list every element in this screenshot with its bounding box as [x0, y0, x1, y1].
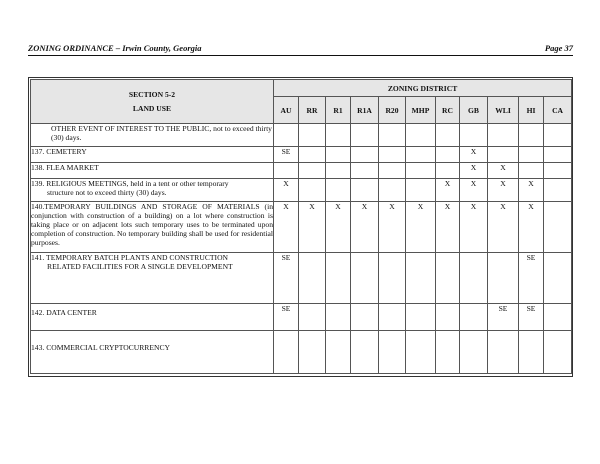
cell-rr [299, 253, 326, 304]
cell-mhp [406, 331, 436, 374]
cell-mhp [406, 179, 436, 202]
cell-rr [299, 304, 326, 331]
use-description: OTHER EVENT OF INTEREST TO THE PUBLIC, not to exceed thirty (30) days. [31, 124, 274, 147]
page-number: Page 37 [544, 43, 573, 53]
cell-gb [460, 124, 488, 147]
zoning-district-header: ZONING DISTRICT [274, 80, 572, 97]
cell-au [274, 331, 299, 374]
cell-r1a [351, 179, 379, 202]
cell-mhp [406, 147, 436, 163]
use-description [31, 179, 274, 202]
cell-hi: SE [519, 253, 544, 304]
cell-gb [460, 253, 488, 304]
column-header-au: AU [274, 97, 299, 124]
cell-hi [519, 163, 544, 179]
cell-wli [488, 331, 519, 374]
cell-wli [488, 147, 519, 163]
cell-hi: X [519, 202, 544, 253]
cell-rc [436, 147, 460, 163]
use-description: 142. DATA CENTER [31, 304, 274, 331]
use-description: 137. CEMETERY [31, 147, 274, 163]
column-header-mhp: MHP [406, 97, 436, 124]
cell-r20 [379, 304, 406, 331]
cell-ca [544, 179, 572, 202]
cell-r1 [326, 163, 351, 179]
cell-r20 [379, 253, 406, 304]
cell-r1 [326, 304, 351, 331]
column-header-rc: RC [436, 97, 460, 124]
cell-r1a [351, 124, 379, 147]
cell-rr [299, 163, 326, 179]
cell-au: SE [274, 253, 299, 304]
page-header [28, 41, 573, 55]
cell-rc: X [436, 179, 460, 202]
cell-rc [436, 331, 460, 374]
cell-r20 [379, 147, 406, 163]
cell-r20 [379, 179, 406, 202]
cell-wli [488, 253, 519, 304]
section-number: SECTION 5-2 [128, 89, 176, 99]
cell-rc [436, 124, 460, 147]
use-description: 143. COMMERCIAL CRYPTOCURRENCY [31, 331, 274, 374]
cell-rr: X [299, 202, 326, 253]
cell-gb: X [460, 202, 488, 253]
use-description-line2: structure not to exceed thirty (30) days. [47, 188, 167, 197]
cell-hi [519, 147, 544, 163]
section-name: LAND USE [132, 103, 172, 113]
cell-wli: X [488, 163, 519, 179]
cell-au [274, 124, 299, 147]
table-row [31, 202, 572, 253]
cell-wli: X [488, 179, 519, 202]
cell-r1 [326, 179, 351, 202]
cell-r1 [326, 147, 351, 163]
cell-wli [488, 124, 519, 147]
cell-ca [544, 304, 572, 331]
cell-ca [544, 163, 572, 179]
use-description [31, 253, 274, 304]
cell-r20 [379, 124, 406, 147]
cell-r1a: X [351, 202, 379, 253]
cell-r20 [379, 331, 406, 374]
column-header-r20: R20 [379, 97, 406, 124]
cell-ca [544, 253, 572, 304]
column-header-r1: R1 [326, 97, 351, 124]
cell-r20: X [379, 202, 406, 253]
cell-mhp [406, 124, 436, 147]
cell-hi: SE [519, 304, 544, 331]
column-header-wli: WLI [488, 97, 519, 124]
cell-rr [299, 179, 326, 202]
cell-rc [436, 253, 460, 304]
cell-ca [544, 331, 572, 374]
cell-r1a [351, 147, 379, 163]
cell-au: X [274, 202, 299, 253]
cell-r1a [351, 304, 379, 331]
cell-gb: X [460, 147, 488, 163]
cell-r1a [351, 163, 379, 179]
cell-hi [519, 124, 544, 147]
table-row [31, 124, 572, 147]
cell-au [274, 163, 299, 179]
land-use-table [30, 79, 572, 374]
cell-au: SE [274, 147, 299, 163]
table-row [31, 253, 572, 304]
cell-r1 [326, 331, 351, 374]
cell-r1 [326, 124, 351, 147]
table-row [31, 147, 572, 163]
cell-gb: X [460, 179, 488, 202]
cell-gb [460, 331, 488, 374]
cell-au: SE [274, 304, 299, 331]
column-header-rr: RR [299, 97, 326, 124]
cell-ca [544, 202, 572, 253]
cell-rr [299, 147, 326, 163]
cell-mhp: X [406, 202, 436, 253]
cell-ca [544, 147, 572, 163]
use-description-line1: 141. TEMPORARY BATCH PLANTS AND CONSTRUCTION [31, 253, 229, 262]
use-description-line2: RELATED FACILITIES FOR A SINGLE DEVELOPMENT [47, 262, 233, 271]
cell-au: X [274, 179, 299, 202]
cell-r1a [351, 253, 379, 304]
column-header-hi: HI [519, 97, 544, 124]
cell-r1: X [326, 202, 351, 253]
cell-r1 [326, 253, 351, 304]
cell-hi [519, 331, 544, 374]
table-row [31, 179, 572, 202]
cell-rr [299, 331, 326, 374]
table-row [31, 331, 572, 374]
use-description: 140.TEMPORARY BUILDINGS AND STORAGE OF MATERIALS (in conjunction with construction of a building) on a lot where construction is taking place or on adjacent lots such temporary uses to be terminated upon completion of construction. No temporary building shall be used for residential purposes. [31, 202, 274, 253]
cell-wli: X [488, 202, 519, 253]
cell-rr [299, 124, 326, 147]
header-rule [28, 55, 573, 56]
cell-mhp [406, 304, 436, 331]
cell-wli: SE [488, 304, 519, 331]
table-row [31, 304, 572, 331]
cell-rc [436, 163, 460, 179]
column-header-r1a: R1A [351, 97, 379, 124]
column-header-gb: GB [460, 97, 488, 124]
cell-rc [436, 304, 460, 331]
cell-mhp [406, 163, 436, 179]
table-row [31, 163, 572, 179]
cell-gb: X [460, 163, 488, 179]
cell-r1a [351, 331, 379, 374]
column-header-ca: CA [544, 97, 572, 124]
use-description-line1: 139. RELIGIOUS MEETINGS, held in a tent or other temporary [31, 179, 229, 188]
document-title: ZONING ORDINANCE – Irwin County, Georgia [28, 43, 202, 53]
section-title-cell [31, 80, 274, 124]
cell-mhp [406, 253, 436, 304]
use-description: 138. FLEA MARKET [31, 163, 274, 179]
cell-ca [544, 124, 572, 147]
cell-hi: X [519, 179, 544, 202]
cell-r20 [379, 163, 406, 179]
cell-gb [460, 304, 488, 331]
cell-rc: X [436, 202, 460, 253]
